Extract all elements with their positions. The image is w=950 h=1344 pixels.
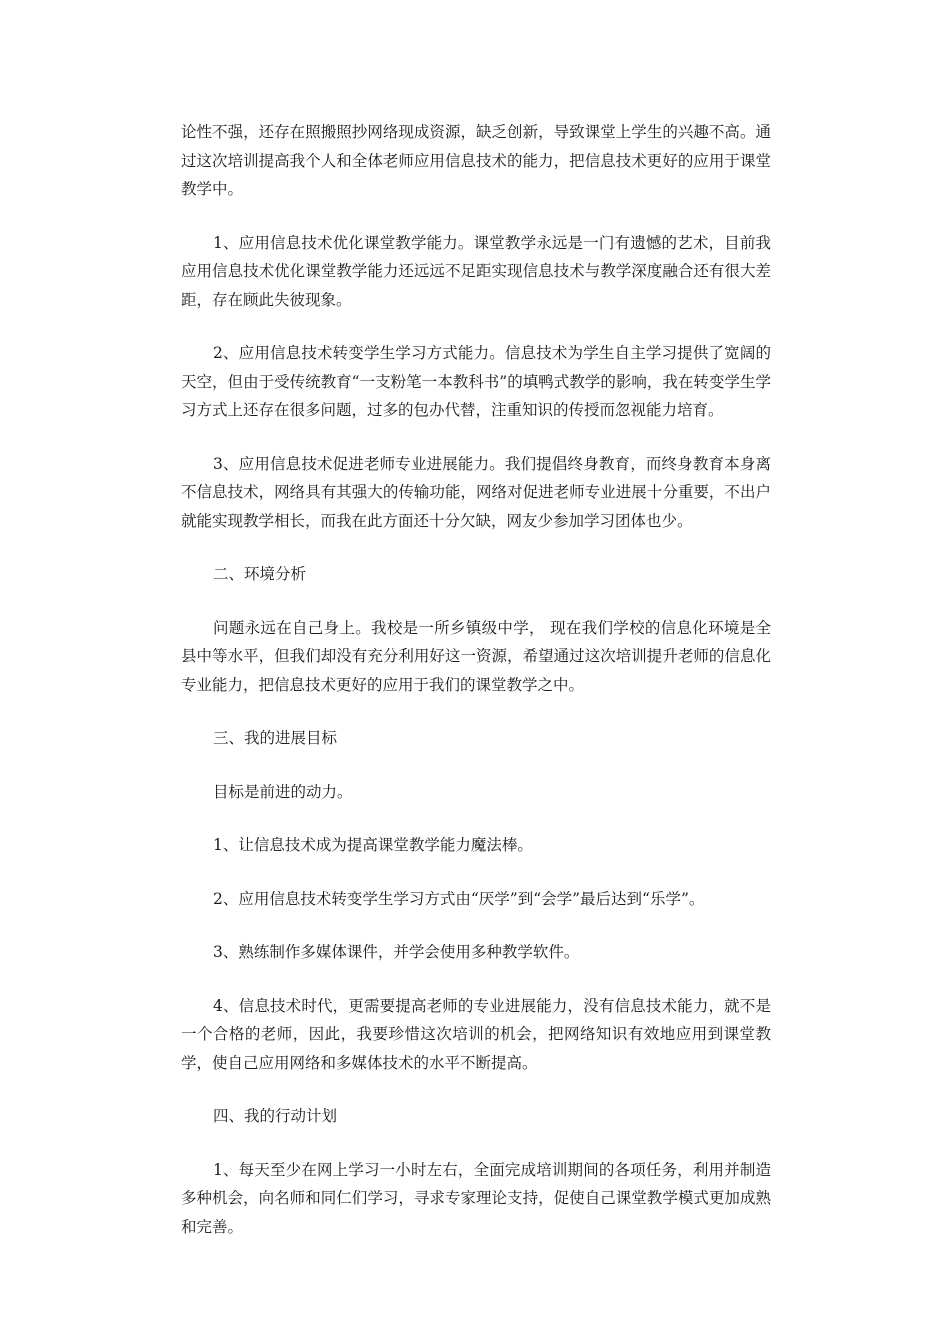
paragraph-intro-continued: 论性不强，还存在照搬照抄网络现成资源，缺乏创新，导致课堂上学生的兴趣不高。通过这次培训提高我个人和全体老师应用信息技术的能力，把信息技术更好的应用于课堂教学中。 xyxy=(181,123,771,198)
section-heading-action-plan: 四、我的行动计划 xyxy=(213,1107,338,1125)
paragraph-environment: 问题永远在自己身上。我校是一所乡镇级中学， 现在我们学校的信息化环境是全县中等水平，但我们却没有充分利用好这一资源，希望通过这次培训提升老师的信息化专业能力，把信息技术更好的应用于我们的课堂教学之中。 xyxy=(181,618,771,694)
paragraph-item-1: 1、应用信息技术优化课堂教学能力。课堂教学永远是一门有遗憾的艺术，目前我应用信息技术优化课堂教学能力还远远不足距实现信息技术与教学深度融合还有很大差距，存在顾此失彼现象。 xyxy=(181,233,771,309)
paragraph-action-1: 1、每天至少在网上学习一小时左右，全面完成培训期间的各项任务，利用并制造多种机会，向名师和同仁们学习，寻求专家理论支持，促使自己课堂教学模式更加成熟和完善。 xyxy=(181,1160,771,1236)
section-heading-goals: 三、我的进展目标 xyxy=(213,729,338,747)
document-page xyxy=(181,118,771,1266)
paragraph-goal-4: 4、信息技术时代，更需要提高老师的专业进展能力，没有信息技术能力，就不是一个合格的老师，因此，我要珍惜这次培训的机会，把网络知识有效地应用到课堂教学，使自己应用网络和多媒体技术的水平不断提高。 xyxy=(181,996,771,1072)
paragraph-goal-2: 2、应用信息技术转变学生学习方式由“厌学”到“会学”最后达到“乐学”。 xyxy=(213,889,705,908)
paragraph-item-2: 2、应用信息技术转变学生学习方式能力。信息技术为学生自主学习提供了宽阔的天空，但由于受传统教育“一支粉笔一本教科书”的填鸭式教学的影响，我在转变学生学习方式上还存在很多问题，过多的包办代替，注重知识的传授而忽视能力培育。 xyxy=(181,344,771,419)
paragraph-goals-intro: 目标是前进的动力。 xyxy=(213,782,353,801)
section-heading-environment: 二、环境分析 xyxy=(213,565,307,583)
paragraph-goal-3: 3、熟练制作多媒体课件，并学会使用多种教学软件。 xyxy=(213,943,580,961)
paragraph-goal-1: 1、让信息技术成为提高课堂教学能力魔法棒。 xyxy=(213,836,533,854)
paragraph-item-3: 3、应用信息技术促进老师专业进展能力。我们提倡终身教育，而终身教育本身离不信息技术，网络具有其强大的传输功能，网络对促进老师专业进展十分重要，不出户就能实现教学相长，而我在此方面还十分欠缺，网友少参加学习团体也少。 xyxy=(181,454,771,530)
